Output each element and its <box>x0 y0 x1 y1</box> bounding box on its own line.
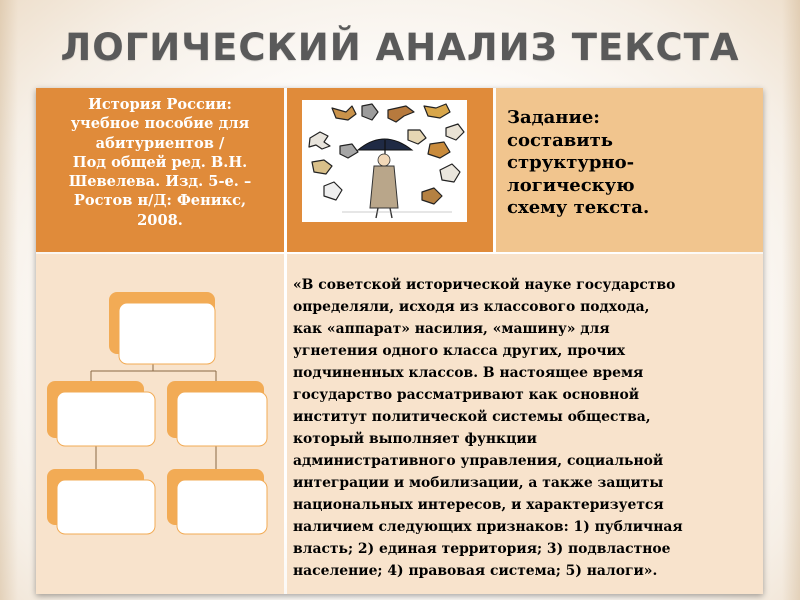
quote-line: угнетения одного класса других, прочих <box>293 343 626 359</box>
source-line: Под общей ред. В.Н. <box>72 153 248 171</box>
quote-line: национальных интересов, и характеризуется <box>293 497 664 513</box>
quote-line: институт политической системы общества, <box>293 409 651 425</box>
umbrella-man-raining-animals-cartoon <box>302 100 467 222</box>
quote-line: наличием следующих признаков: 1) публичная <box>293 519 683 535</box>
slide-title: ЛОГИЧЕСКИЙ АНАЛИЗ ТЕКСТА <box>60 26 740 69</box>
source-line: История России: <box>88 96 232 113</box>
cartoon-cell <box>287 88 493 252</box>
diagram-box-bottom-right <box>167 469 267 534</box>
source-line: абитуриентов / <box>95 134 225 152</box>
task-line: составить <box>507 129 613 151</box>
source-line: Шевелева. Изд. 5-е. – <box>68 173 252 191</box>
quote-line: как «аппарат» насилия, «машину» для <box>293 321 610 337</box>
diagram-box-top <box>109 292 215 364</box>
task-line: логическую <box>507 174 635 196</box>
task-line: структурно- <box>507 152 635 173</box>
quote-line: интеграции и мобилизации, а также защиты <box>293 475 664 491</box>
quote-line: «В советской исторической науке государство <box>293 277 676 293</box>
slide-edge-left <box>0 0 18 600</box>
source-line: Ростов н/Д: Феникс, <box>73 192 247 210</box>
source-line: 2008. <box>137 211 183 229</box>
source-citation-cell <box>36 88 284 252</box>
quote-line: власть; 2) единая территория; 3) подвластное <box>293 541 671 557</box>
quote-text-cell <box>287 254 763 594</box>
diagram-box-middle-right <box>167 381 267 446</box>
structure-diagram-cell <box>36 254 284 594</box>
diagram-box-middle-left <box>47 381 155 446</box>
quote-line: подчиненных классов. В настоящее время <box>293 365 644 381</box>
diagram-box-bottom-left <box>47 469 155 534</box>
quote-line: государство рассматривают как основной <box>293 387 640 403</box>
quote-line: определяли, исходя из классового подхода, <box>293 299 650 315</box>
slide-edge-right <box>782 0 800 600</box>
hierarchy-block-diagram <box>36 254 284 594</box>
quote-line: население; 4) правовая система; 5) налоги». <box>293 563 658 579</box>
task-line: Задание: <box>507 107 600 128</box>
quote-line: административного управления, социальной <box>293 453 664 469</box>
quote-line: который выполняет функции <box>293 431 537 447</box>
task-line: схему текста. <box>507 197 650 218</box>
task-cell <box>496 88 763 252</box>
umbrella-cartoon-illustration <box>302 100 467 222</box>
source-line: учебное пособие для <box>70 115 250 133</box>
content-table <box>36 88 763 594</box>
